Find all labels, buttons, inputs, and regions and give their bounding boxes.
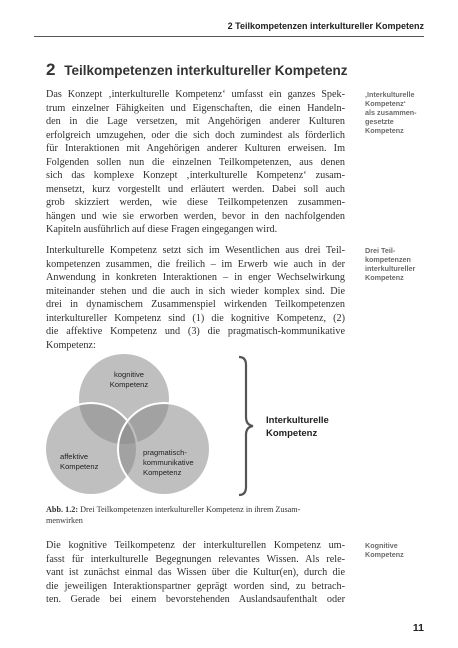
margin-note-zusammengesetzte-kompetenz <box>365 90 435 135</box>
venn-label-pragmatisch <box>143 448 213 478</box>
running-head: 2 Teilkompetenzen interkultureller Kompetenz <box>227 21 424 31</box>
paragraph-line: miteinander stehen und die auch in sich wieder komplex sind. Die <box>46 285 345 297</box>
paragraph-line: kompetenzen zusammen, die freilich – im Erwerb wie auch in der <box>46 258 345 270</box>
chapter-title-text: Teilkompetenzen interkultureller Kompetenz <box>64 63 348 78</box>
paragraph-line: Kapiteln ausführlich auf diese Fragen eingegangen wird. <box>46 224 278 235</box>
paragraph-line: grob skizziert werden, wie diese Teilkompetenzen zusammen- <box>46 197 345 208</box>
paragraph-line: den in die Lage versetzen, mit Angehörigen anderer Kulturen <box>46 116 345 127</box>
paragraph-line: Interkulturelle Kompetenz setzt sich im Wesentlichen aus drei Teil- <box>46 245 345 256</box>
venn-label-line: pragmatisch- <box>143 448 187 457</box>
paragraph-line: für Interaktionen mit Angehörigen anderer Kulturen erweisen. Im <box>46 143 345 154</box>
margin-note-line: Kognitive <box>365 541 398 550</box>
brace-label-line: Interkulturelle <box>266 415 329 426</box>
venn-label-line: Kompetenz <box>60 462 99 471</box>
venn-label-line: kommunikative <box>143 458 194 467</box>
paragraph-line: die affektive Kompetenz und (3) die pragmatisch-kommunikative <box>46 326 345 337</box>
paragraph-line: Das Konzept ‚interkulturelle Kompetenz‘ umfasst ein ganzes Spek- <box>46 89 345 100</box>
paragraph-line: vant ist zunächst einmal das Wissen über die Kultur(en), durch die <box>46 567 345 578</box>
brace-label-line: Kompetenz <box>266 427 318 439</box>
paragraph-line: Folgenden sollen nun die einzelnen Teilkompetenzen, aus denen <box>46 156 345 168</box>
chapter-number: 2 <box>46 60 56 79</box>
paragraph-line: Anwendung in konkreten Interaktionen – in enger Wechselwirkung <box>46 272 345 283</box>
paragraph-line: mensetzt, kurz vorgestellt und erläutert werden. Dabei soll auch <box>46 183 345 195</box>
caption-line: menwirken <box>46 515 83 525</box>
paragraph-3 <box>46 539 345 607</box>
paragraph-line: Kompetenz: <box>46 339 96 351</box>
paragraph-line: fasst für interkulturelle Begegnungen relevantes Wissen. Als rele- <box>46 553 345 565</box>
paragraph-line: die jeweiligen Interaktionspartner geprägt worden sind, zu betrach- <box>46 580 345 592</box>
venn-label-line: affektive <box>60 452 89 461</box>
venn-label-affektive <box>60 452 120 472</box>
margin-note-drei-teilkompetenzen <box>365 246 435 282</box>
paragraph-line: interkultureller Kompetenz sind (1) die kognitive Kompetenz, (2) <box>46 312 345 324</box>
paragraph-line: sich das komplexe Konzept ‚interkulturelle Kompetenz‘ zusam- <box>46 170 345 181</box>
venn-label-line: kognitive <box>114 370 144 379</box>
caption-label: Abb. 1.2: <box>46 505 79 514</box>
caption-line: Drei Teilkompetenzen interkultureller Kompetenz in ihrem Zusam- <box>80 505 301 514</box>
margin-note-line: Kompetenz <box>365 126 404 135</box>
paragraph-line: drei in dynamischem Zusammenspiel wirkenden Teilkompetenzen <box>46 299 345 310</box>
paragraph-line: trum einzelner Fähigkeiten und Eigenschaften, die einen Handeln- <box>46 102 345 114</box>
venn-label-line: Kompetenz <box>143 468 182 477</box>
figure-caption <box>46 505 346 526</box>
curly-brace <box>239 357 253 495</box>
paragraph-1 <box>46 88 345 237</box>
margin-note-line: Kompetenz <box>365 550 404 559</box>
margin-note-line: Drei Teil- <box>365 246 396 255</box>
margin-note-line: Kompetenz <box>365 273 404 282</box>
brace-label <box>266 415 329 440</box>
margin-note-line: kompetenzen <box>365 255 411 264</box>
venn-label-line: Kompetenz <box>109 380 149 389</box>
page-number: 11 <box>412 622 424 634</box>
margin-note-line: gesetzte <box>365 117 394 126</box>
paragraph-line: Die kognitive Teilkompetenz der interkulturellen Kompetenz um- <box>46 540 345 551</box>
chapter-title <box>46 60 348 80</box>
header-rule <box>34 36 424 37</box>
margin-note-kognitive-kompetenz <box>365 541 435 559</box>
paragraph-line: hängen und wie sie erworben werden, bevor in den nachfolgenden <box>46 210 345 222</box>
paragraph-2 <box>46 244 345 352</box>
margin-note-line: Kompetenz‘ <box>365 99 406 108</box>
venn-label-kognitive <box>96 370 162 390</box>
paragraph-line: ten. Gerade bei einem bevorstehenden Auslandsaufenthalt oder <box>46 594 345 605</box>
margin-note-line: interkultureller <box>365 264 416 273</box>
margin-note-line: ‚Interkulturelle <box>365 90 415 99</box>
margin-note-line: als zusammen- <box>365 108 417 117</box>
paragraph-line: erfolgreich umzugehen, oder die sich doch zumindest als förderlich <box>46 129 345 141</box>
